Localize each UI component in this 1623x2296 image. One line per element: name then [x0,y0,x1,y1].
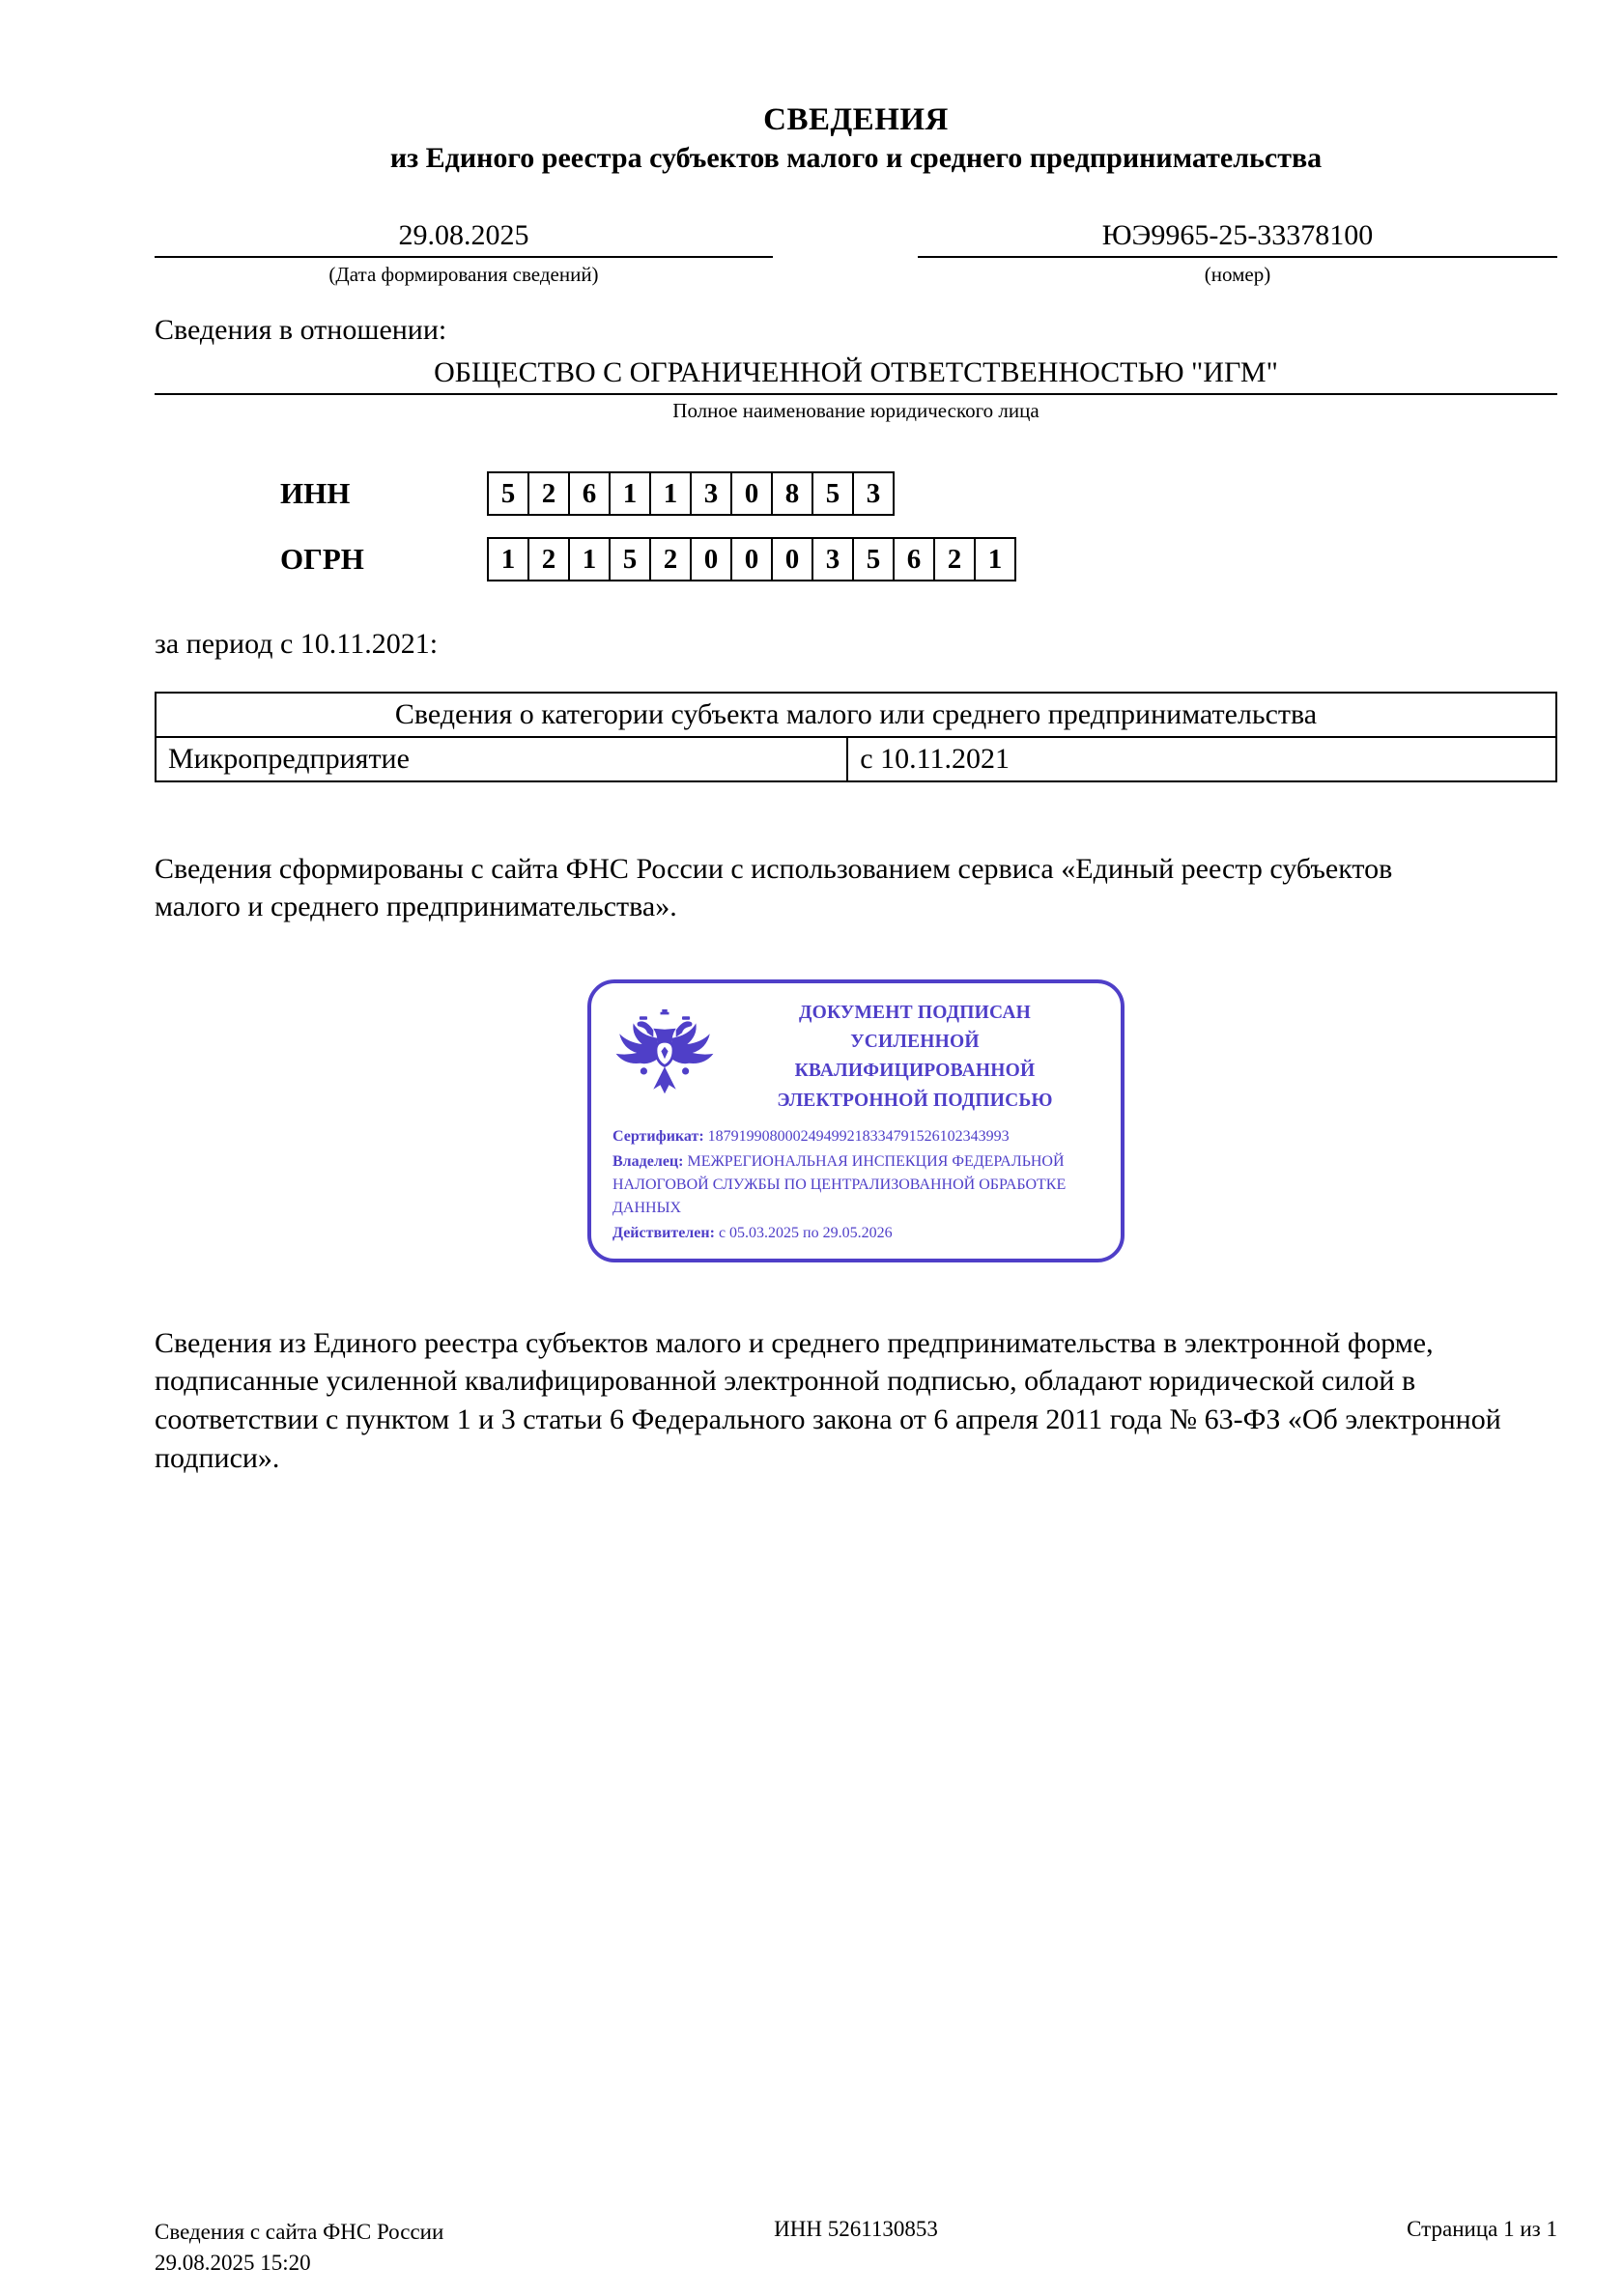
footer-source-block [155,2217,622,2279]
ogrn-digit-cell: 5 [852,537,895,581]
category-cell: Микропредприятие [156,737,847,781]
ogrn-label: ОГРН [280,542,364,576]
ogrn-row [155,537,1557,581]
document-number-field [918,219,1557,287]
category-since-cell: с 10.11.2021 [847,737,1556,781]
source-note: Сведения сформированы с сайта ФНС России с использованием сервиса «Единый реестр субъектов малого и среднего предпринимательства». [155,853,1393,922]
ogrn-digit-cell: 2 [649,537,692,581]
inn-digit-cell: 8 [771,471,813,516]
ogrn-digit-cell: 0 [730,537,773,581]
ogrn-digit-cell: 1 [568,537,611,581]
owner-line [612,1150,1099,1220]
footer-inn: ИНН 5261130853 [774,2216,938,2241]
document-title: СВЕДЕНИЯ [763,102,949,137]
footer-page-number: Страница 1 из 1 [1407,2216,1557,2241]
reference-row [155,219,1557,287]
ogrn-digit-cell: 1 [974,537,1016,581]
inn-digit-cell: 5 [812,471,854,516]
stamp-title-line-2: УСИЛЕННОЙ КВАЛИФИЦИРОВАННОЙ [794,1032,1036,1082]
formation-date-field [155,219,773,287]
footer-datetime: 29.08.2025 15:20 [155,2250,311,2275]
coat-of-arms-icon [612,1008,717,1106]
stamp-title [730,999,1099,1116]
ogrn-digit-cell: 2 [527,537,570,581]
certificate-line [612,1125,1099,1148]
formation-date-value: 29.08.2025 [155,219,773,258]
ogrn-digit-cell: 0 [771,537,813,581]
legal-note: Сведения из Единого реестра субъектов малого и среднего предпринимательства в электронной форме, подписанные усиленной квалифицированной электронной подписью, обладают юридической силой в соответствии с пунктом 1 и 3 статьи 6 Федерального закона от 6 апреля 2011 года № 63-ФЗ «Об электронной подписи». [155,1326,1501,1474]
validity-value: с 05.03.2025 по 29.05.2026 [718,1224,893,1241]
stamp-title-line-3: ЭЛЕКТРОННОЙ ПОДПИСЬЮ [777,1090,1053,1111]
inn-digit-cell: 6 [568,471,611,516]
inn-digit-cell: 3 [852,471,895,516]
ogrn-digit-cell: 2 [933,537,976,581]
validity-line [612,1222,1099,1245]
document-number-value: ЮЭ9965-25-33378100 [918,219,1557,258]
document-subtitle: из Единого реестра субъектов малого и среднего предпринимательства [389,142,1323,174]
inn-digit-cell: 5 [487,471,529,516]
stamp-title-line-1: ДОКУМЕНТ ПОДПИСАН [799,1003,1031,1023]
category-table-row [156,737,1556,781]
category-table-header-row [156,693,1556,737]
footer-source: Сведения с сайта ФНС России [155,2219,444,2244]
company-name: ОБЩЕСТВО С ОГРАНИЧЕННОЙ ОТВЕТСТВЕННОСТЬЮ "ИГМ" [155,356,1557,395]
page-footer [155,2217,1557,2279]
ogrn-digit-cell: 3 [812,537,854,581]
period-text: за период с 10.11.2021: [155,628,439,660]
inn-digit-cell: 1 [649,471,692,516]
inn-digit-cell: 1 [609,471,651,516]
inn-digit-cell: 3 [690,471,732,516]
category-table-header: Сведения о категории субъекта малого или среднего предпринимательства [156,693,1556,737]
document-content [155,0,1557,1477]
ogrn-digit-cell: 0 [690,537,732,581]
certificate-label: Сертификат: [612,1127,704,1145]
validity-label: Действителен: [612,1224,715,1241]
signature-stamp [587,979,1125,1262]
ogrn-digit-boxes [487,537,1016,581]
ogrn-digit-cell: 6 [893,537,935,581]
category-table [155,692,1557,782]
ogrn-digit-cell: 5 [609,537,651,581]
owner-value: МЕЖРЕГИОНАЛЬНАЯ ИНСПЕКЦИЯ ФЕДЕРАЛЬНОЙ НАЛОГОВОЙ СЛУЖБЫ ПО ЦЕНТРАЛИЗОВАННОЙ ОБРАБОТКЕ ДАННЫХ [612,1152,1067,1216]
owner-label: Владелец: [612,1152,684,1170]
formation-date-label: (Дата формирования сведений) [328,263,599,286]
inn-digit-boxes [487,471,895,516]
certificate-value: 187919908000249499218334791526102343993 [707,1127,1010,1145]
document-number-label: (номер) [1204,263,1271,286]
company-name-label: Полное наименование юридического лица [672,399,1039,422]
inn-digit-cell: 2 [527,471,570,516]
inn-label: ИНН [280,476,351,510]
stamp-top [612,999,1099,1116]
inn-digit-cell: 0 [730,471,773,516]
ogrn-digit-cell: 1 [487,537,529,581]
inn-row [155,471,1557,516]
subject-intro: Сведения в отношении: [155,314,447,346]
stamp-details [612,1125,1099,1245]
